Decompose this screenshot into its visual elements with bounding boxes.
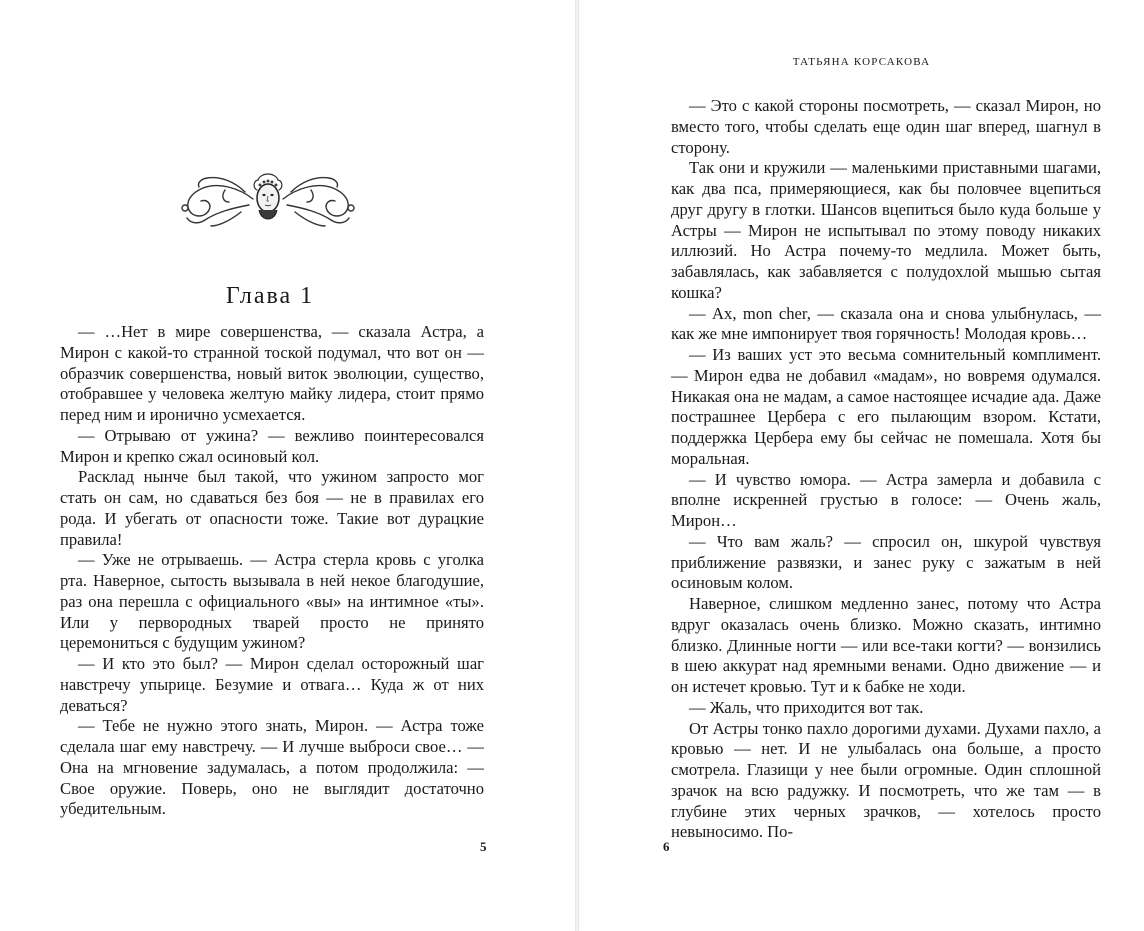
page-number: 6 (663, 839, 670, 854)
paragraph: Наверное, слишком медленно занес, потому что Астра вдруг оказалась очень близко. Можно сказать, интимно близко. Длинные ногти — или все-таки когти? — вонзились в шею аккурат над яремными венами. Одно движение — и он истечет кровью. Тут и к бабке не ходи. (671, 594, 1101, 696)
running-head: ТАТЬЯНА КОРСАКОВА (792, 56, 931, 68)
paragraph: — Уже не отрываешь. — Астра стерла кровь с уголка рта. Наверное, сытость вызывала в ней некое благодушие, раз она перешла с официального «вы» на интимное «ты». Или у первородных тварей просто не принято церемониться с будущим ужином? (60, 550, 484, 653)
paragraph: — Ах, mon cher, — сказала она и снова улыбнулась, — как же мне импонирует твоя горячность! Молодая кровь… (671, 303, 1101, 344)
paragraph: — Жаль, что приходится вот так. (689, 697, 924, 717)
chapter-ornament-icon (175, 168, 361, 230)
page-number: 5 (480, 839, 487, 854)
paragraph: Так они и кружили — маленькими приставными шагами, как два пса, примеряющиеся, как бы половчее вцепиться друг другу в глотки. Шансов вцепиться было куда больше у Астры — Мирон не испытывал по этому поводу никаких иллюзий. Но Астра почему-то медлила. Может быть, забавлялась, как забавляется с полудохлой мышью сытая кошка? (671, 158, 1101, 302)
left-text-column (60, 322, 484, 820)
paragraph: — Что вам жаль? — спросил он, шкурой чувствуя приближение развязки, и занес руку с зажатым в ней осиновым колом. (671, 531, 1101, 593)
right-page (579, 0, 1144, 931)
paragraph: От Астры тонко пахло дорогими духами. Духами пахло, а кровью — нет. И не улыбалась она больше, а просто смотрела. Глазищи у нее были огромные. Один сплошной зрачок на всю радужку. И посмотреть, что же там — в глубине этих черных зрачков, — хотелось просто невыносимо. По- (671, 718, 1101, 842)
chapter-title: Глава 1 (225, 283, 315, 309)
paragraph: Расклад нынче был такой, что ужином запросто мог стать он сам, но сдаваться без боя — не в правилах его рода. И убегать от опасности тоже. Такие вот дурацкие правила! (60, 467, 484, 549)
right-text-column (671, 96, 1101, 843)
paragraph: — Тебе не нужно этого знать, Мирон. — Астра тоже сделала шаг ему навстречу. — И лучше выброси свое… — Она на мгновение задумалась, а потом продолжила: — Свое оружие. Поверь, оно не выглядит достаточно убедительным. (60, 716, 484, 819)
paragraph: — …Нет в мире совершенства, — сказала Астра, а Мирон с какой-то странной тоской подумал, что вот он — образчик совершенства, новый виток эволюции, существо, отобравшее у человека желтую майку лидера, стоит прямо перед ним и иронично усмехается. (60, 322, 484, 424)
paragraph: — Это с какой стороны посмотреть, — сказал Мирон, но вместо того, чтобы сделать еще один шаг вперед, шагнул в сторону. (671, 96, 1101, 157)
paragraph: — И чувство юмора. — Астра замерла и добавила с вполне искренней грустью в голосе: — Очень жаль, Мирон… (671, 469, 1101, 530)
paragraph: — Из ваших уст это весьма сомнительный комплимент. — Мирон едва не добавил «мадам», но вовремя одумался. Никакая она не мадам, а самое настоящее исчадие ада. Даже пострашнее Цербера с его пылающим взором. Кстати, поддержка Цербера ему бы сейчас не помешала. Хотя бы моральная. (671, 345, 1101, 468)
paragraph: — И кто это был? — Мирон сделал осторожный шаг навстречу упырице. Безумие и отвага… Куда ж от них деваться? (60, 654, 484, 715)
paragraph: — Отрываю от ужина? — вежливо поинтересовался Мирон и крепко сжал осиновый кол. (60, 425, 484, 466)
